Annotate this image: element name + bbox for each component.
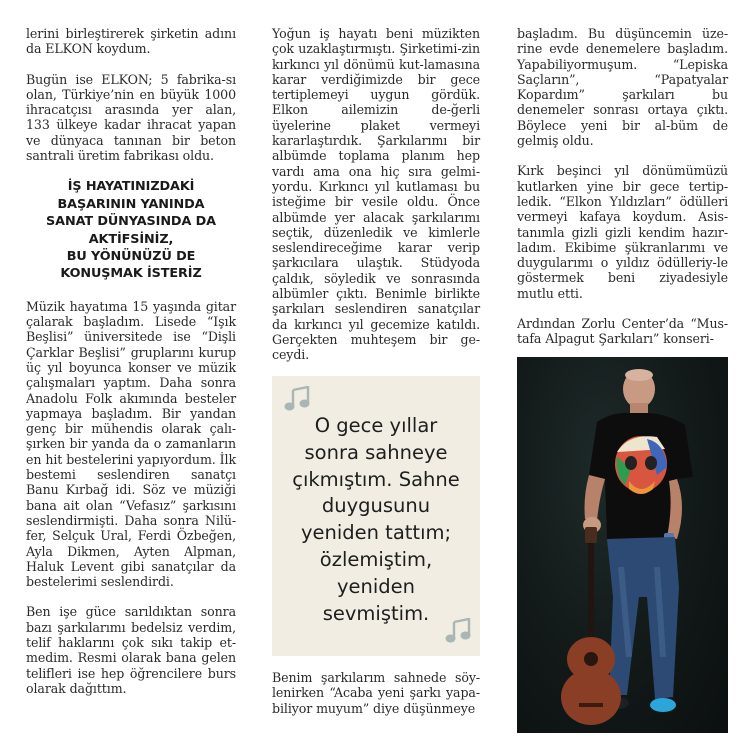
quote-line: sevmiştim. [322,601,430,625]
article-column-2 [272,26,480,378]
pull-quote-box [272,376,480,656]
quote-line: duygusunu [321,494,431,518]
portrait-photo [517,357,728,733]
jeans [607,537,679,699]
heading-line: BAŞARININ YANINDA [57,196,205,212]
quote-line: çıkmıştım. Sahne [292,467,460,491]
paragraph: lerini birleştirerek şirketin adını da ELKON koydum. [26,26,236,57]
quote-line: sonra sahneye [304,440,448,464]
paragraph: Bugün ise ELKON; 5 fabrika-sı olan, Türkiye’nin en büyük 1000 ihracatçısı arasında yer alan, 133 ülkeye kadar ihracat yapan ve dünyaca tanınan bir beton santrali üretim fabrikası oldu. [26,71,236,164]
music-note-icon [445,618,471,644]
heading-line: AKTİFSİNİZ, [88,231,174,247]
article-column-1 [26,26,236,711]
heading-line: BU YÖNÜNÜZÜ DE [66,249,196,264]
music-note-icon [284,386,310,412]
heading-line: KONUŞMAK İSTERİZ [60,266,202,282]
article-column-2-continued [272,670,480,731]
quote-line: O gece yıllar [314,414,438,437]
quote-line: yeniden tattım; [300,521,452,545]
paragraph: Müzik hayatıma 15 yaşında gitar çalarak başladım. Lisede “Işık Beşlisi” üniversitede ise “Dişli Çarklar Beşlisi” gruplarını kurup üç yıl boyunca konser ve müzik çalışmaları yaptım. Daha sonra Anadolu Folk akımında besteler yapmaya başladım. Bir yandan genç bir mühendis olarak çalı-şırken bir yanda da o zamanların en hit bestelerini yapıyordum. İlk bestemi seslendiren sanatçı Banu Kırbağ idi. Söz ve müziği bana ait olan “Vefasız” şarkısını seslendirmişti. Daha sonra Nilü-fer, Selçuk Ural, Ferdi Özbeğen, Ayla Dikmen, Ayten Alpman, Haluk Levent gibi sanatçılar da bestelerimi seslendirdi. [26,298,236,590]
paragraph: Ardından Zorlu Center’da “Mus-tafa Alpagut Şarkıları” konseri- [517,316,728,347]
heading-line: İŞ HAYATINIZDAKİ [67,179,195,195]
man-with-guitar-illustration [517,357,728,733]
paragraph: Ben işe güce sarıldıktan sonra bazı şarkılarımı bedelsiz verdim, telif haklarını çok sıkı takip et-medim. Resmi olarak bana gelen telifleri ise hep öğrencilere burs olarak dağıttım. [26,604,236,696]
paragraph: başladım. Bu düşüncemin üze-rine evde denemelere başladım. Yapabiliyormuşum. “Lepiska Saçların”, “Papatyalar Kopardım” şarkıları bu denemeler sonrası ortaya çıktı. Böylece yeni bir al-büm de gelmiş oldu. [517,26,728,149]
quote-line: özlemiştim, [319,547,433,571]
paragraph: Yoğun iş hayatı beni müzikten çok uzaklaştırmıştı. Şirketimi-zin kırkıncı yıl dönümü kut-lamasına karar verdiğimizde bir gece tertiplemeyi uygun gördük. Elkon ailemizin de-ğerli üyelerine plaket vermeyi kararlaştırdık. Şarkılarımı bir albümde toplama planım hep vardı ama ona hiç sıra gelmi-yordu. Kırkıncı yıl kutlaması bu isteğime bir vesile oldu. Önce albümde yer alacak şarkılarımı seçtik, düzenledik ve kimlerle seslendireceğime karar verip şarkıcılara ulaştık. Stüdyoda çaldık, söyledik ve sonrasında albümler çıktı. Benimle birlikte şarkıları seslendiren sanatçılar da kırkıncı yıl gecemize katıldı. Gerçekten muhteşem bir ge-ceydi. [272,26,480,363]
paragraph: Benim şarkılarım sahnede söy-lenirken “Acaba yeni şarkı yapa-biliyor muyum” diye düşünmeye [272,670,480,716]
pull-quote-text [272,413,480,627]
quote-line: yeniden [336,574,416,598]
interview-question-heading [26,178,236,282]
article-column-3 [517,26,728,362]
paragraph: Kırk beşinci yıl dönümümüzü kutlarken yine bir gece tertip-ledik. “Elkon Yıldızları” ödülleri vermeyi kafaya koydum. Asis-tanımla gizli gizli kendim hazır-ladım. Ekibime şükranlarımı ve duygularımı o yıldız ödülleriy-le göstermek beni ziyadesiyle mutlu etti. [517,163,728,301]
heading-line: SANAT DÜNYASINDA DA [46,214,216,230]
